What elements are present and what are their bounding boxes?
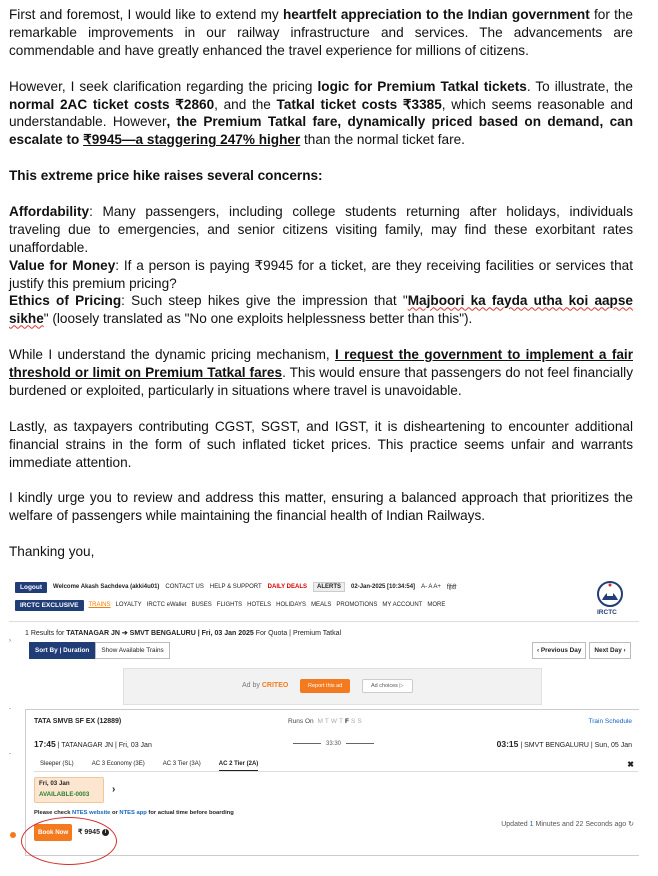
concerns-heading (9, 167, 633, 185)
availability-card[interactable] (34, 777, 104, 803)
concern-ethics (9, 292, 633, 328)
bold-text: , the Premium Tatkal fare, dynamically priced based on demand, can escalate to (9, 114, 634, 148)
nav-buses[interactable]: BUSES (191, 602, 212, 608)
divider (9, 621, 639, 622)
main-nav (15, 599, 445, 611)
heading-text: This extreme price hike raises several concerns: (9, 168, 323, 184)
letter-body (9, 6, 633, 579)
text: . This would ensure that passengers do not feel financially burdened or exploited, particularly in situations where travel is unavoidable. (9, 365, 633, 398)
train-schedule-link[interactable]: Train Schedule (588, 718, 632, 725)
divider (293, 743, 321, 744)
arrival (497, 739, 632, 749)
day-letter: S (350, 718, 356, 725)
train-card (25, 709, 639, 856)
departure (34, 739, 152, 749)
font-size-controls[interactable]: A- A A+ (421, 584, 441, 590)
irctc-exclusive-button[interactable]: IRCTC EXCLUSIVE (15, 600, 84, 611)
text: While I understand the dynamic pricing mechanism, (9, 347, 336, 363)
irctc-logo (593, 579, 627, 619)
train-name: TATA SMVB SF EX (12889) (34, 718, 122, 725)
edge-mark: - (9, 706, 11, 712)
price-text: ₹ 9945 (78, 829, 100, 836)
ntes-note (34, 810, 234, 816)
text: Updated (501, 821, 530, 828)
text: , which seems reasonable and understandable. However (9, 96, 633, 130)
day-letter: F (345, 718, 349, 725)
divider (346, 743, 374, 744)
bold-text: normal 2AC ticket costs ₹2860 (9, 96, 215, 112)
text: 1 Results for (25, 630, 67, 637)
ntes-website-link[interactable]: NTES website (72, 810, 111, 816)
runs-on (288, 718, 362, 725)
day-letter: M (317, 718, 323, 725)
chevron-right-icon[interactable]: › (112, 784, 116, 795)
nav-ewallet[interactable]: IRCTC eWallet (146, 602, 187, 608)
ad-choices-button[interactable]: Ad choices ▷ (362, 679, 413, 693)
text: , and the (214, 96, 277, 112)
updated-info (501, 820, 634, 828)
closing: Thanking you, (9, 544, 95, 560)
datetime: 02-Jan-2025 [10:34:54] (351, 584, 416, 590)
text: or (110, 810, 120, 816)
text: Runs On (288, 718, 314, 725)
welcome-text: Welcome Akash Sachdeva (akki4u01) (53, 584, 160, 590)
day-letter: T (324, 718, 329, 725)
logo-text: IRCTC (597, 609, 617, 616)
hindi-link[interactable]: हिंदी (446, 585, 457, 591)
nav-holidays[interactable]: HOLIDAYS (276, 602, 307, 608)
top-bar (15, 581, 456, 593)
tab-2a[interactable]: AC 2 Tier (2A) (219, 759, 259, 771)
text: Please check (34, 810, 73, 816)
day-letter: S (357, 718, 362, 725)
text: . To illustrate, the (526, 78, 633, 94)
departure-station: | TATANAGAR JN | Fri, 03 Jan (55, 742, 152, 749)
class-tabs (34, 759, 638, 772)
criteo-text: CRITEO (261, 682, 289, 689)
previous-day-button[interactable]: ‹ Previous Day (532, 642, 586, 659)
text: For Quota | Premium Tatkal (253, 630, 342, 637)
bold-underlined-text: ₹9945—a staggering 247% higher (83, 132, 301, 148)
text: than the normal ticket fare. (300, 132, 465, 148)
book-now-button[interactable]: Book Now (34, 824, 72, 841)
text: for the remarkable improvements in our railway infrastructure and services. The advancements are commendable and have greatly enhanced the travel experience for millions of citizens. (9, 7, 633, 58)
arrival-time: 03:15 (496, 739, 519, 749)
ntes-app-link[interactable]: NTES app (119, 810, 147, 816)
text: : Such steep hikes give the impression that " (121, 293, 408, 309)
day-letter: W (330, 718, 338, 725)
paragraph-request (9, 346, 633, 400)
nav-meals[interactable]: MEALS (311, 602, 332, 608)
edge-mark: - (9, 751, 11, 757)
availability-date: Fri, 03 Jan (39, 780, 70, 787)
nav-loyalty[interactable]: LOYALTY (115, 602, 142, 608)
show-available-trains-button[interactable]: Show Available Trains (95, 642, 169, 659)
nav-flights[interactable]: FLIGHTS (216, 602, 243, 608)
nav-trains[interactable]: TRAINS (88, 602, 111, 608)
info-icon[interactable]: i (102, 829, 109, 836)
tab-3e[interactable]: AC 3 Economy (3E) (91, 761, 145, 767)
concern-value (9, 257, 633, 293)
ad-by-text (242, 682, 288, 689)
journey-duration (288, 741, 379, 747)
edge-mark: › (9, 638, 11, 644)
text: : If a person is paying ₹9945 for a ticket, are they receiving facilities or services that justify this premium pricing? (9, 257, 633, 291)
arrival-station: | SMVT BENGALURU | Sun, 05 Jan (518, 742, 632, 749)
annotation-circle (21, 817, 117, 865)
close-icon[interactable]: ✖ (627, 760, 634, 769)
paragraph-appreciation (9, 6, 633, 60)
quote-text: Majboori ka fayda utha koi aapse sikhe (9, 293, 633, 327)
day-nav (532, 642, 631, 659)
tab-3a[interactable]: AC 3 Tier (3A) (162, 761, 201, 767)
bold-text: logic for Premium Tatkal tickets (317, 78, 527, 94)
report-ad-button[interactable]: Report this ad (300, 679, 350, 693)
nav-more[interactable]: MORE (427, 602, 446, 608)
irctc-screenshot (9, 576, 639, 866)
text: Minutes and 22 Seconds ago ↻ (533, 821, 634, 828)
results-summary (25, 629, 341, 637)
daily-deals-link[interactable]: DAILY DEALS (267, 584, 308, 590)
day-letter: T (339, 718, 343, 725)
text: First and foremost, I would like to extend my (9, 7, 283, 22)
alerts-button[interactable]: ALERTS (313, 582, 345, 592)
edge-dot (10, 832, 16, 838)
text: Ad by (242, 682, 260, 689)
tab-sleeper[interactable]: Sleeper (SL) (40, 761, 74, 767)
nav-my-account[interactable]: MY ACCOUNT (382, 602, 423, 608)
text: for actual time before boarding (146, 810, 234, 816)
minutes-count: 1 (529, 821, 534, 828)
concern-label: Ethics of Pricing (9, 293, 122, 309)
paragraph-pricing (9, 78, 633, 150)
text: However, I seek clarification regarding the pricing (9, 78, 318, 94)
nav-hotels[interactable]: HOTELS (247, 602, 272, 608)
text: " (loosely translated as "No one exploits helplessness better than this"). (43, 311, 473, 327)
departure-time: 17:45 (34, 739, 56, 749)
help-support-link[interactable]: HELP & SUPPORT (209, 584, 262, 590)
bold-text: Tatkal ticket costs ₹3385 (276, 96, 442, 112)
text: : Many passengers, including college students returning after holidays, individuals traveling due to emergencies, and senior citizens visiting family, may find these exorbitant rates unaffordable. (9, 203, 633, 255)
concern-affordability (9, 203, 633, 257)
next-day-button[interactable]: Next Day › (589, 642, 630, 659)
contact-us-link[interactable]: CONTACT US (165, 584, 204, 590)
duration-text: 33:30 (326, 741, 342, 747)
bold-underlined-text: I request the government to implement a fair threshold or limit on Premium Tatkal fares (9, 347, 633, 381)
paragraph-taxes: Lastly, as taxpayers contributing CGST, SGST, and IGST, it is disheartening to encounter additional financial strains in the form of such inflated ticket prices. This practice seems unfair and warrants immediate attention. (9, 418, 633, 470)
bold-text: heartfelt appreciation to the Indian government (282, 7, 590, 22)
sort-bar (29, 642, 170, 659)
sort-by-duration-button[interactable]: Sort By | Duration (29, 642, 95, 659)
ad-banner (123, 668, 542, 705)
route-text: TATANAGAR JN ➔ SMVT BENGALURU | Fri, 03 Jan 2025 (66, 630, 254, 637)
concern-label: Value for Money (9, 257, 116, 273)
paragraph-urge: I kindly urge you to review and address this matter, ensuring a balanced approach that prioritizes the welfare of passengers while maintaining the financial health of Indian Railways. (9, 490, 633, 524)
nav-promotions[interactable]: PROMOTIONS (336, 602, 378, 608)
concern-label: Affordability (9, 203, 90, 219)
logout-button[interactable]: Logout (15, 582, 47, 593)
availability-status: AVAILABLE-0003 (39, 791, 90, 798)
